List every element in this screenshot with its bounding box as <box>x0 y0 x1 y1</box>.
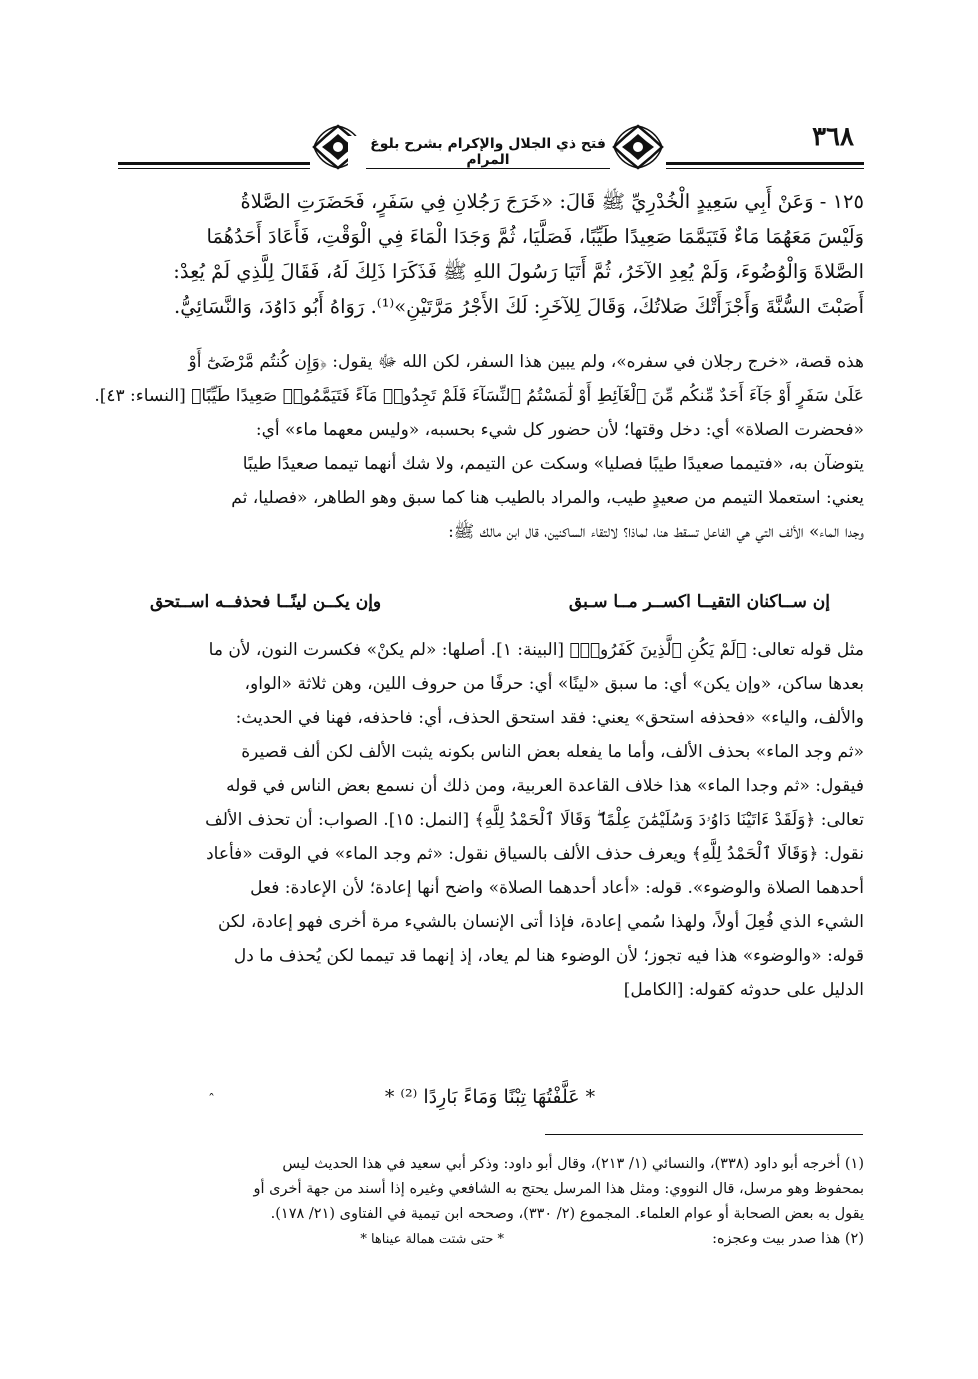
verse-first-hemistich: إن ســاكنان التقيــا اكســر مــا سـبق <box>568 592 830 612</box>
commentary-line: يتوضآن به، «فتيمما صعيدًا طيبًا فصليا» وسكت عن التيمم، ولا شك أنهما تيمما صعيدًا طيبًا <box>242 454 864 474</box>
commentary-line: بعدها ساكن، «وإن يكن» أي: ما سبق «لينًا» أي: حرفًا من حروف اللين، وهن ثلاثة «الواو، <box>244 674 864 694</box>
footnote-2-verse: * حتى شتت همالة عيناها * <box>360 1232 504 1247</box>
footnote-2-label: (٢) هذا صدر بيت وعجزه: <box>712 1231 864 1247</box>
commentary-section-1 <box>94 345 864 549</box>
footnote-line: (١) أخرجه أبو داود (٣٣٨)، والنسائي (١/ ٢١٣)، وقال أبو داود: وذكر أبي سعيد في هذا الحديث ليس <box>282 1156 864 1172</box>
commentary-line: تعالى: ﴿وَلَقَدْ ءَاتَيْنَا دَاوُۥدَ وَسُلَيْمَٰنَ عِلْمًا ۖ وَقَالَا ٱلْحَمْدُ لِلَّهِ﴾ [النمل: ١٥]. الصواب: أن تحذف الألف <box>205 810 864 830</box>
book-title: فتح ذي الجلال والإكرام بشرح بلوغ المرام <box>348 136 628 168</box>
commentary-line: وجدا الماء» الألف التي هي الفاعل تسقط هنا، لماذا؟ لالتقاء الساكنين، قال ابن مالك ﷺ: <box>448 522 864 542</box>
hadith-line: الصَّلاةَ وَالْوُضُوءَ، وَلَمْ يُعِدِ الآخَرُ، ثُمَّ أَتَيَا رَسُولَ اللهِ ﷺ فَذَكَرَا ذَلِكَ لَهُ، فَقَالَ لِلَّذِي لَمْ يُعِدْ: <box>173 260 864 283</box>
commentary-line: أحدهما الصلاة والوضوء». قوله: «أعاد أحدهما الصلاة» واضح أنها إعادة؛ لأن الإعادة: فعل <box>250 878 864 898</box>
stray-mark: ˆ <box>208 1092 215 1108</box>
commentary-line: نقول: ﴿وَقَالَا ٱلْحَمْدُ لِلَّهِ﴾ ويعرف حذف الألف بالسياق نقول: «ثم وجد الماء» في الوقت «فأعاد <box>206 844 864 864</box>
hadith-line: وَلَيْسَ مَعَهُمَا مَاءٌ فَتَيَمَّمَا صَعِيدًا طَيِّبًا، فَصَلَّيَا، ثُمَّ وَجَدَا الْمَاءَ فِي الْوَقْتِ، فَأَعَادَ أَحَدُهُمَا <box>206 225 864 248</box>
commentary-line: يعني: استعملا التيمم من صعيدٍ طيب، والمراد بالطيب هنا كما سبق وهو الطاهر، «فصليا، ثم <box>231 488 864 508</box>
footnote-2 <box>120 1227 864 1252</box>
commentary-line: فيقول: «ثم وجدا الماء» هذا خلاف القاعدة العربية، ومن ذلك أن نسمع بعض الناس في قوله <box>226 776 864 796</box>
commentary-section-2 <box>118 633 864 1007</box>
footnote-line: بمحفوظ وهو مرسل، قال النووي: ومثل هذا المرسل يحتج به الشافعي وغيره إذا أسند من جهة أخرى أو <box>253 1181 864 1197</box>
page-number: ٣٦٨ <box>812 122 854 152</box>
commentary-line: «ثم وجد الماء» بحذف الألف، وأما ما يفعله بعض الناس بكونه يثبت الألف لكن ألف قصيرة <box>241 742 864 762</box>
commentary-line: الدليل على حدوثه كقوله: [الكامل] <box>623 980 864 1000</box>
footnote-separator <box>545 1134 863 1135</box>
page-header <box>118 118 864 178</box>
commentary-line: مثل قوله تعالى: ﴿لَمْ يَكُنِ ٱلَّذِينَ كَفَرُوا۟﴾ [البينة: ١]. أصلها: «لم يكنْ» فكسرت النون، لأن ما <box>208 640 864 660</box>
commentary-line: «فحضرت الصلاة» أي: دخل وقتها؛ لأن حضور كل شيء بحسبه، «وليس معهما ماء» أي: <box>255 420 864 440</box>
footnote-line: يقول به بعض الصحابة أو عوام العلماء. المجموع (٢/ ٣٣٠)، وصححه ابن تيمية في الفتاوى (٢١/ ١٧٨). <box>270 1206 864 1222</box>
poetry-verse <box>150 588 830 622</box>
hadith-text <box>118 184 864 324</box>
hadith-line: ١٢٥ - وَعَنْ أَبِي سَعِيدٍ الْخُدْرِيِّ ﷺ قَالَ: «خَرَجَ رَجُلانِ فِي سَفَرٍ، فَحَضَرَتِ الصَّلاةُ <box>240 190 864 213</box>
hadith-line: أَصَبْتَ السُّنَّةَ وَأَجْزَأَتْكَ صَلاتُكَ، وَقَالَ لِلآخَرِ: لَكَ الأَجْرُ مَرَّتَيْنِ»⁽¹⁾. رَوَاهُ أَبُو دَاوُدَ، وَالنَّسَائِيُّ. <box>174 295 864 318</box>
verse-second-hemistich: وإن يكــن لينًــا فحذفــه اســتحق <box>150 592 382 612</box>
commentary-line: عَلَىٰ سَفَرٍ أَوْ جَآءَ أَحَدٌ مِّنكُم مِّنَ ٱلْغَآئِطِ أَوْ لَٰمَسْتُمُ ٱلنِّسَآءَ فَلَمْ تَجِدُوا۟ مَآءً فَتَيَمَّمُوا۟ صَعِيدًا طَيِّبًا﴾ [النساء: ٤٣]. <box>94 386 864 406</box>
commentary-line: قوله: «والوضوء» هذا فيه تجوز؛ لأن الوضوء هنا لم يعاد، إذ إنهما قد تيمما لكن يُحذف ما دل <box>233 946 864 966</box>
commentary-line: هذه قصة، «خرج رجلان في سفره»، ولم يبين هذا السفر، لكن الله ﷻ يقول: ﴿وَإِن كُنتُم مَّرْضَىٰٓ أَوْ <box>188 352 864 372</box>
header-rule-thin <box>118 168 864 169</box>
ornament-right-icon <box>610 122 666 172</box>
commentary-line: الشيء الذي فُعِلَ أولاً، ولهذا سُمي إعادة، فإذا أتى الإنسان بالشيء مرة أخرى فهو إعادة، لكن <box>217 912 864 932</box>
commentary-line: والألف، والياء» «فحذفه استحق» يعني: فقد استحق الحذف، أي: فاحذفه، فهنا في الحديث: <box>235 708 864 728</box>
footnotes <box>120 1152 864 1252</box>
poem-quotation: * عَلَّفْتُهَا تِبْنًا وَمَاءً بَارِدًا ⁽²⁾ * <box>384 1086 596 1108</box>
